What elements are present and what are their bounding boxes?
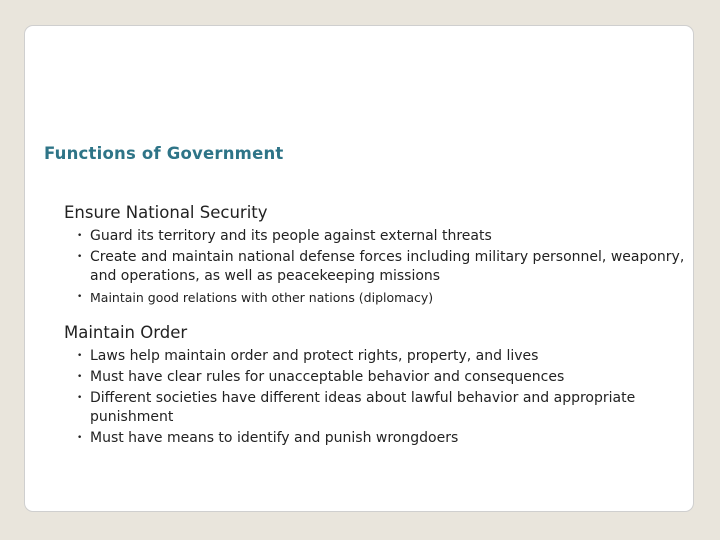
bullet-text: Must have clear rules for unacceptable behavior and consequences <box>90 369 565 385</box>
bullet-list <box>64 347 689 448</box>
bullet-text: Create and maintain national defense forces including military personnel, weaponry, and operations, as well as peacekeeping missions <box>90 249 685 284</box>
bullet-item <box>77 347 689 366</box>
bullet-item <box>77 368 689 387</box>
section-heading: Maintain Order <box>64 323 188 342</box>
bullet-icon: • <box>77 372 83 382</box>
bullet-icon: • <box>77 292 83 302</box>
bullet-list <box>64 227 689 307</box>
bullet-text: Maintain good relations with other nations (diplomacy) <box>90 290 434 305</box>
bullet-icon: • <box>77 433 83 443</box>
section-national-security <box>64 203 689 309</box>
bullet-text: Guard its territory and its people against external threats <box>90 228 492 244</box>
bullet-icon: • <box>77 252 83 262</box>
slide-card <box>24 25 694 512</box>
bullet-text: Laws help maintain order and protect rights, property, and lives <box>90 348 539 364</box>
section-heading: Ensure National Security <box>64 203 268 222</box>
bullet-icon: • <box>77 231 83 241</box>
slide-title: Functions of Government <box>44 144 284 163</box>
bullet-icon: • <box>77 393 83 403</box>
bullet-icon: • <box>77 351 83 361</box>
section-maintain-order <box>64 323 689 450</box>
bullet-item <box>77 288 689 307</box>
bullet-item <box>77 248 689 286</box>
bullet-text: Different societies have different ideas about lawful behavior and appropriate punishment <box>90 390 636 425</box>
bullet-text: Must have means to identify and punish wrongdoers <box>90 430 459 446</box>
bullet-item <box>77 227 689 246</box>
bullet-item <box>77 389 689 427</box>
bullet-item <box>77 429 689 448</box>
